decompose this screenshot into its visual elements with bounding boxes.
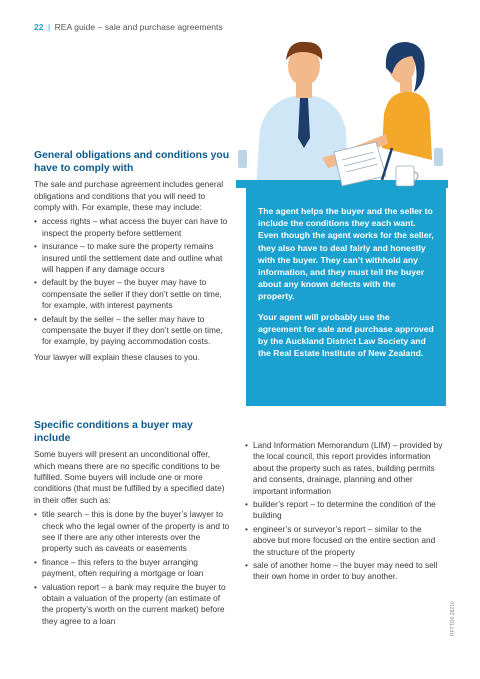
list-item: • default by the seller – the seller may have to compensate the buyer if they don’t settle on time, for example, by paying accommodation costs. [34,314,232,348]
agent-callout-box [246,188,446,406]
page-reference-code: RFTTO0 28210 [450,601,456,636]
mug [396,166,414,186]
list-item: • builder’s report – to determine the condition of the building [245,499,445,522]
phone-left [238,150,247,168]
man-tie [298,98,310,148]
callout-paragraph-1: The agent helps the buyer and the seller to include the conditions they each want. Even though the agent works for the seller, they also have to deal fairly and honestly with the buyer. They can’t withhold any information, and they must tell the buyer about any known defects with the property. [258,206,434,302]
phone-right [434,148,443,166]
header-separator: | [47,22,51,32]
list-item: • access rights – what access the buyer can have to inspect the property before settlement [34,216,232,239]
pen [382,148,392,180]
header-title: REA guide – sale and purchase agreements [54,22,223,32]
running-header [34,22,223,32]
list-item: • default by the buyer – the buyer may have to compensate the seller if they don’t settle on time, for example, with interest payments [34,277,232,311]
list-item: • Land Information Memorandum (LIM) – provided by the local council, this report provides information about the property such as rates, building permits and consents, drainage, planning and other important information [245,440,445,497]
specific-conditions-right-column [245,440,445,587]
specific-conditions-list-right [245,440,445,583]
section-specific-conditions [34,420,232,631]
general-obligations-closing: Your lawyer will explain these clauses to you. [34,351,200,362]
callout-paragraph-2: Your agent will probably use the agreement for sale and purchase approved by the Auckland District Law Society and the Real Estate Institute of New Zealand. [258,311,434,359]
general-obligations-list [34,216,232,347]
illustration-svg [236,30,448,188]
woman-body [382,92,432,160]
list-item: • engineer’s or surveyor’s report – similar to the above but more focused on the entire section and the structure of the property [245,524,445,558]
specific-conditions-intro: Some buyers will present an unconditional offer, which means there are no specific conditions to be fulfilled. Some buyers will include one or more conditions (that must be fulfilled by a specified date) in their offer such as: [34,449,225,505]
heading-specific-conditions: Specific conditions a buyer may include [34,420,193,444]
list-item: • title search – this is done by the buyer’s lawyer to check who the legal owner of the property is and to see if there are any other interests over the property such as caveats or easements [34,509,232,555]
page-number: 22 [34,22,44,32]
section-general-obligations [34,150,232,366]
list-item: • finance – this refers to the buyer arranging payment, often requiring a mortgage or loan [34,557,232,580]
general-obligations-intro: The sale and purchase agreement includes general obligations and conditions that you will need to comply with. For example, these may include: [34,179,224,212]
list-item: • sale of another home – the buyer may need to sell their own home in order to buy another. [245,560,445,583]
list-item: • insurance – to make sure the property remains insured until the settlement date and outline what will happen if any damage occurs [34,241,232,275]
specific-conditions-list-left [34,509,232,627]
list-item: • valuation report – a bank may require the buyer to obtain a valuation of the property (an estimate of the property’s worth on the current market) before they agree to a loan [34,582,232,628]
agents-illustration [236,30,448,188]
heading-general-obligations: General obligations and conditions you have to comply with [34,150,230,174]
